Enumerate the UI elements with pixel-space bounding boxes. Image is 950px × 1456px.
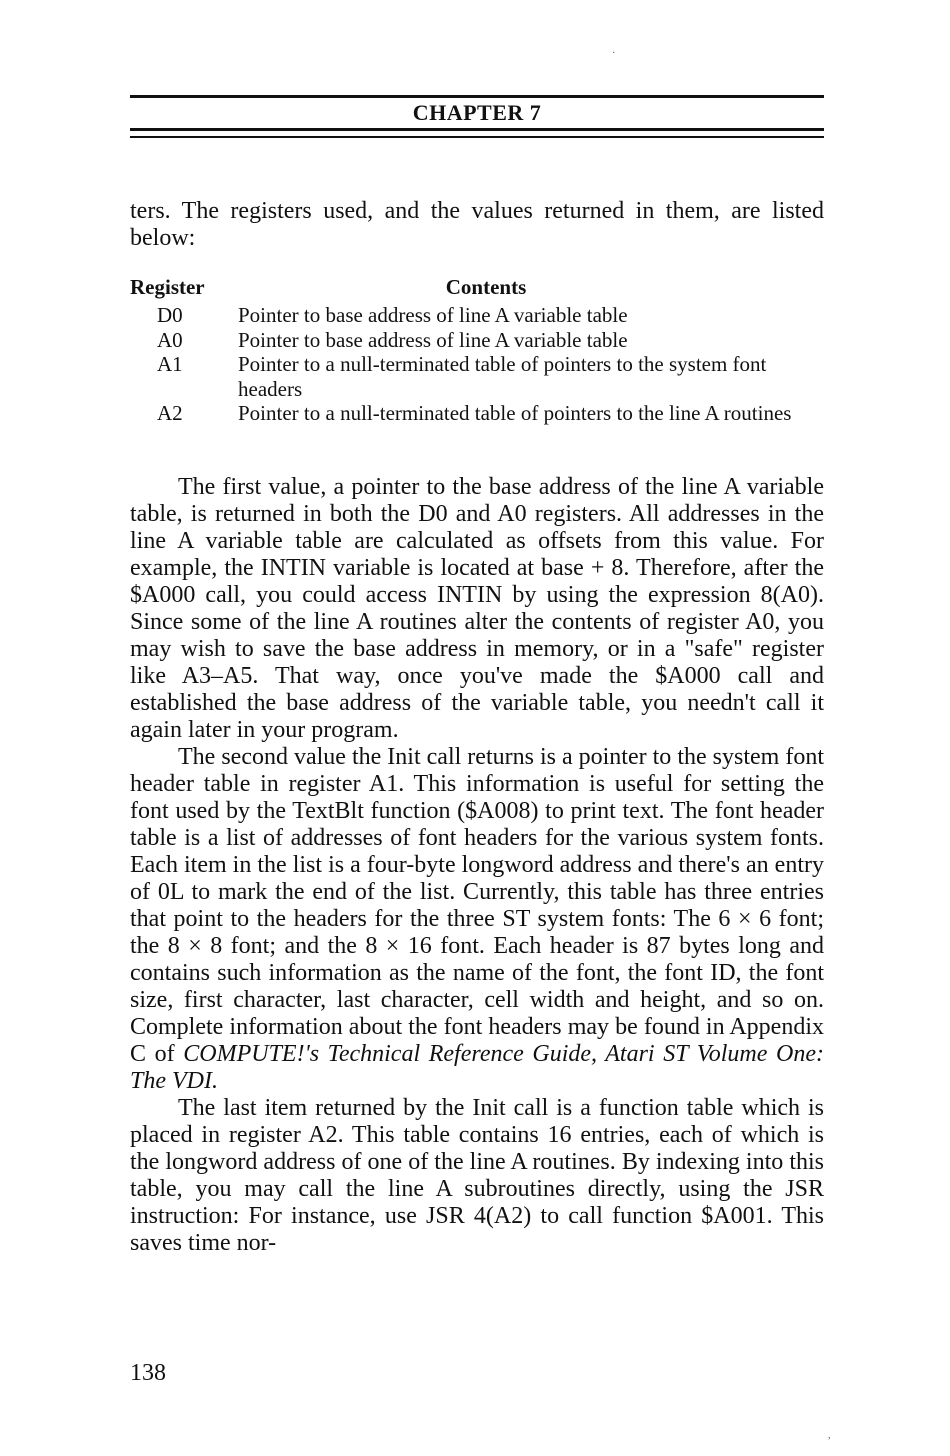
chapter-heading: CHAPTER 7 (412, 100, 542, 125)
body-text (130, 474, 824, 1257)
paragraph-last-item: The last item returned by the Init call is a function table which is placed in register A2. This table contains 16 entries, each of which is the longword address of one of the line A routines. By indexing into this table, you may call the line A subroutines directly, using the JSR instruction: For instance, use JSR 4(A2) to call function $A001. This saves time nor- (130, 1095, 824, 1256)
header-rule-top (130, 95, 824, 98)
header-rule-bottom-thin (130, 136, 824, 138)
page-number: 138 (130, 1360, 166, 1386)
paragraph-first-value: The first value, a pointer to the base address of the line A variable table, is returned in both the D0 and A0 registers. All addresses in the line A variable table are calculated as offsets from this value. For example, the INTIN variable is located at base + 8. Therefore, after the $A000 call, you could access INTIN by using the expression 8(A0). Since some of the line A routines alter the contents of register A0, you may wish to save the base address in memory, or in a "safe" register like A3–A5. That way, once you've made the $A000 call and established the base address of the variable table, you needn't call it again later in your program. (130, 474, 824, 743)
register-row (130, 328, 824, 353)
register-column-header: Register (130, 275, 205, 299)
book-reference: COMPUTE!'s Technical Reference Guide, Atari ST Volume One: The VDI. (130, 1041, 824, 1094)
register-contents: Pointer to base address of line A variable table (238, 327, 628, 352)
header-rule-bottom (130, 128, 824, 131)
register-name: A2 (157, 401, 183, 425)
register-row (130, 352, 824, 401)
intro-paragraph: ters. The registers used, and the values returned in them, are listed below: (130, 198, 824, 251)
register-table-header (130, 275, 824, 303)
register-contents: Pointer to a null-terminated table of pointers to the line A routines (238, 401, 792, 425)
register-row (130, 303, 824, 328)
paragraph-second-value-text: The second value the Init call returns is a pointer to the system font header table in register A1. This information is useful for setting the font used by the TextBlt function ($A008) to print text. The font header table is a list of addresses of font headers for the various system fonts. Each item in the list is a four-byte longword address and there's an entry of 0L to mark the end of the list. Currently, this table has three entries that point to the headers for the three ST system fonts: The 6 × 6 font; the 8 × 8 font; and the 8 × 16 font. Each header is 87 bytes long and contains such information as the name of the font, the font ID, the font size, first character, last character, cell width and height, and so on. Complete information about the font headers may be found in Appendix C of (130, 744, 824, 1067)
register-name: A0 (157, 327, 183, 352)
register-contents: Pointer to a null-terminated table of pointers to the system font headers (238, 352, 767, 401)
register-contents: Pointer to base address of line A variable table (238, 303, 628, 327)
scan-speck: · (612, 48, 616, 59)
register-name: D0 (157, 303, 183, 327)
paragraph-second-value (130, 744, 824, 1095)
contents-column-header: Contents (445, 275, 527, 299)
register-table (130, 275, 824, 426)
register-name: A1 (157, 352, 183, 376)
register-row (130, 401, 824, 426)
scan-speck: , (828, 1430, 831, 1441)
